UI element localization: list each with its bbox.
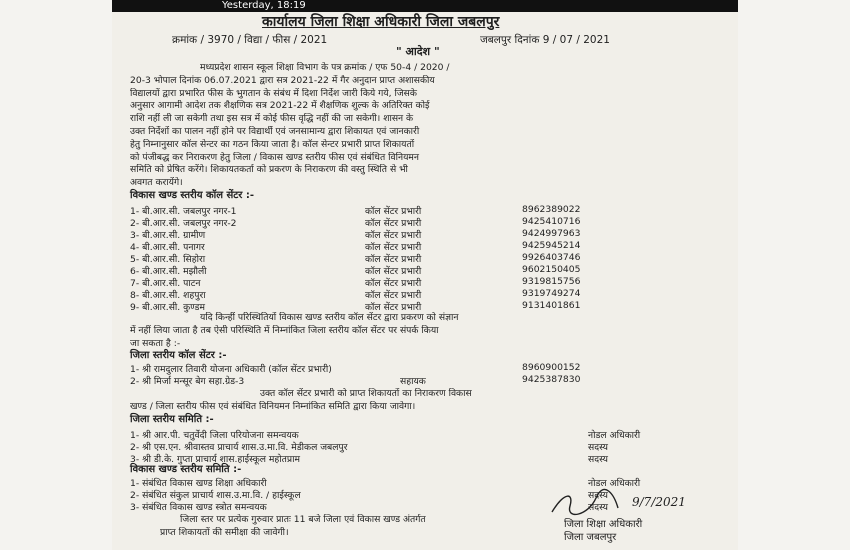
- paragraph-1: [130, 62, 690, 190]
- paragraph-line: विद्यालयों द्वारा प्रभारित फीस के भुगतान के संबंध में दिशा निर्देश जारी किये गये, जिसके: [130, 87, 417, 99]
- member-role: नोडल अधिकारी: [588, 478, 641, 489]
- issue-date: जबलपुर दिनांक 9 / 07 / 2021: [480, 34, 610, 46]
- member-name: 1- श्री आर.पी. चतुर्वेदी जिला परियोजना समन्वयक: [130, 430, 299, 441]
- member-role: सदस्य: [588, 442, 608, 453]
- call-center-name: 3- बी.आर.सी. ग्रामीण: [130, 230, 206, 241]
- timestamp-bar: Yesterday, 18:19: [112, 0, 738, 12]
- district-center-name: 2- श्री मिर्जा मन्सूर बेग सहा.ग्रेड-3: [130, 376, 245, 387]
- paragraph-line: खण्ड / जिला स्तरीय फीस एवं संबंधित विनियमन निम्नांकित समिति द्वारा किया जावेगा।: [130, 400, 416, 412]
- paragraph-line: उक्त निर्देशों का पालन नहीं होने पर विद्यार्थी एवं जनसामान्य द्वारा शिकायत एवं जानकारी: [130, 125, 420, 137]
- signature-scribble: [544, 488, 714, 518]
- paragraph-4: [130, 514, 560, 540]
- call-center-name: 9- बी.आर.सी. कुण्डम: [130, 302, 205, 313]
- paragraph-line: यदि किन्हीं परिस्थितियों विकास खण्ड स्तरीय कॉल सेंटर द्वारा प्रकरण को संज्ञान: [200, 312, 459, 323]
- signatory-office: जिला जबलपुर: [564, 532, 617, 543]
- paragraph-line: मध्यप्रदेश शासन स्कूल शिक्षा विभाग के पत्र क्रमांक / एफ 50-4 / 2020 /: [200, 62, 450, 73]
- member-name: 2- श्री एस.एन. श्रीवास्तव प्राचार्य शास.उ.मा.वि. मेडीकल जबलपुर: [130, 442, 348, 453]
- call-center-name: 8- बी.आर.सी. शहपुरा: [130, 290, 206, 301]
- document-photo: [112, 0, 738, 550]
- paragraph-line: 20-3 भोपाल दिनांक 06.07.2021 द्वारा सत्र 2021-22 में गैर अनुदान प्राप्त अशासकीय: [130, 74, 435, 86]
- call-center-name: 5- बी.आर.सी. सिहोरा: [130, 254, 206, 265]
- paragraph-line: जा सकता है :-: [130, 337, 181, 349]
- call-center-role: कॉल सेंटर प्रभारी: [365, 242, 422, 253]
- paragraph-line: अनुसार आगामी आदेश तक शैक्षणिक सत्र 2021-22 में शैक्षणिक शुल्क के अतिरिक्त कोई: [130, 100, 430, 112]
- district-center-phone: 9425387830: [522, 374, 581, 385]
- paragraph-line: जिला स्तर पर प्रत्येक गुरुवार प्रातः 11 बजे जिला एवं विकास खण्ड अंतर्गत: [180, 514, 426, 525]
- paragraph-line: में नहीं लिया जाता है तब ऐसी परिस्थिति में निम्नांकित जिला स्तरीय कॉल सेंटर पर संपर्क किया: [130, 324, 439, 336]
- left-margin: [0, 0, 112, 550]
- block-committee-heading: विकास खण्ड स्तरीय समिति :-: [130, 464, 242, 475]
- call-center-role: कॉल सेंटर प्रभारी: [365, 254, 422, 265]
- call-center-name: 1- बी.आर.सी. जबलपुर नगर-1: [130, 206, 237, 217]
- paragraph-line: को पंजीबद्ध कर निराकरण हेतु जिला / विकास खण्ड स्तरीय फीस एवं संबंधित विनियमन: [130, 151, 419, 163]
- member-role: सदस्य: [588, 454, 608, 465]
- call-center-role: कॉल सेंटर प्रभारी: [365, 290, 422, 301]
- reference-number: क्रमांक / 3970 / विद्या / फीस / 2021: [172, 34, 328, 46]
- signature-date: 9/7/2021: [632, 495, 686, 509]
- call-center-name: 6- बी.आर.सी. मझौली: [130, 266, 207, 277]
- call-center-role: कॉल सेंटर प्रभारी: [365, 278, 422, 289]
- call-center-phone: 9425410716: [522, 216, 581, 227]
- call-center-phone: 9424997963: [522, 228, 581, 239]
- call-center-phone: 9425945214: [522, 240, 581, 251]
- call-center-role: कॉल सेंटर प्रभारी: [365, 206, 422, 217]
- member-role: नोडल अधिकारी: [588, 430, 641, 441]
- member-name: 3- श्री डी.के. गुप्ता प्राचार्य शास.हाईस्कूल महोतप्राम: [130, 454, 301, 465]
- paragraph-line: उक्त कॉल सेंटर प्रभारी को प्राप्त शिकायतों का निराकरण विकास: [260, 388, 472, 399]
- signatory-block: [564, 518, 642, 544]
- member-role: सदस्य: [588, 502, 608, 513]
- paragraph-line: राशि नहीं ली जा सकेगी तथा इस सत्र में कोई फीस वृद्धि नहीं की जा सकेगी। शासन के: [130, 113, 414, 125]
- office-title: कार्यालय जिला शिक्षा अधिकारी जिला जबलपुर: [262, 14, 500, 30]
- call-center-role: कॉल सेंटर प्रभारी: [365, 230, 422, 241]
- member-name: 3- संबंधित विकास खण्ड स्त्रोत समन्वयक: [130, 502, 267, 513]
- order-title: " आदेश ": [396, 45, 440, 58]
- call-center-phone: 9602150405: [522, 264, 581, 275]
- call-center-role: कॉल सेंटर प्रभारी: [365, 218, 422, 229]
- call-center-phone: 9319815756: [522, 276, 581, 287]
- right-margin: [738, 0, 850, 550]
- district-center-phone: 8960900152: [522, 362, 581, 373]
- member-name: 2- संबंधित संकुल प्राचार्य शास.उ.मा.वि. / हाईस्कूल: [130, 490, 301, 501]
- district-center-name: 1- श्री रामदुलार तिवारी योजना अधिकारी (कॉल सेंटर प्रभारी): [130, 364, 332, 375]
- paragraph-2: [130, 312, 690, 350]
- signatory-title: जिला शिक्षा अधिकारी: [564, 519, 643, 530]
- district-center-role: सहायक: [400, 376, 426, 387]
- call-center-role: कॉल सेंटर प्रभारी: [365, 302, 422, 313]
- call-center-phone: 8962389022: [522, 204, 581, 215]
- block-call-center-heading: विकास खण्ड स्तरीय कॉल सेंटर :-: [130, 190, 255, 201]
- call-center-name: 7- बी.आर.सी. पाटन: [130, 278, 201, 289]
- call-center-name: 2- बी.आर.सी. जबलपुर नगर-2: [130, 218, 237, 229]
- call-center-phone: 9131401861: [522, 300, 581, 311]
- call-center-role: कॉल सेंटर प्रभारी: [365, 266, 422, 277]
- member-name: 1- संबंधित विकास खण्ड शिक्षा अधिकारी: [130, 478, 267, 489]
- call-center-phone: 9926403746: [522, 252, 581, 263]
- paragraph-line: अवगत करायेंगे।: [130, 177, 183, 189]
- paragraph-line: हेतु निम्नानुसार कॉल सेन्टर का गठन किया जाता है। कॉल सेन्टर प्रभारी प्राप्त शिकायतों: [130, 138, 415, 150]
- call-center-phone: 9319749274: [522, 288, 581, 299]
- district-committee-heading: जिला स्तरीय समिति :-: [130, 414, 214, 425]
- paragraph-line: प्राप्त शिकायतों की समीक्षा की जावेगी।: [160, 526, 289, 538]
- paragraph-line: समिति को प्रेषित करेंगे। शिकायतकर्ता को प्रकरण के निराकरण की वस्तु स्थिति से भी: [130, 164, 408, 176]
- district-call-center-heading: जिला स्तरीय कॉल सेंटर :-: [130, 350, 227, 361]
- member-role: सदस्य: [588, 490, 608, 501]
- call-center-name: 4- बी.आर.सी. पनागर: [130, 242, 205, 253]
- paragraph-3: [130, 388, 690, 414]
